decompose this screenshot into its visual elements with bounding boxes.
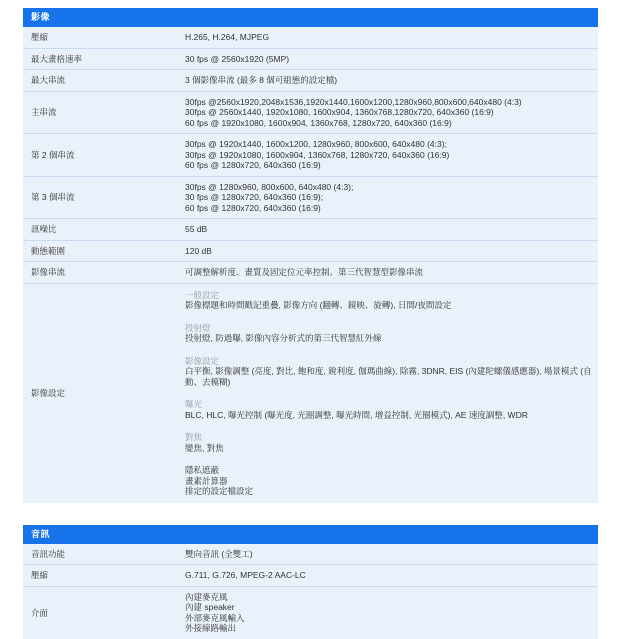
spec-row <box>23 564 598 586</box>
spec-value-group <box>185 246 592 257</box>
spec-value-line: G.711, G.726, MPEG-2 AAC-LC <box>185 570 306 580</box>
spec-row <box>23 176 598 219</box>
spec-value-line: 30fps @2560x1920,2048x1536,1920x1440,1600x1200,1280x960,800x600,640x480 (4:3) <box>185 96 522 107</box>
spec-row-value <box>185 49 598 70</box>
spec-value-line: 3 個影像串流 (最多 8 個可組態的設定檔) <box>185 75 338 85</box>
spec-row-value <box>185 587 598 639</box>
spec-value-line: 排定的設定檔設定 <box>185 486 254 496</box>
spec-row <box>23 27 598 48</box>
spec-row <box>23 586 598 639</box>
spec-row-label: 第 3 個串流 <box>31 192 75 203</box>
spec-row <box>23 133 598 176</box>
spec-row-label: 動態範圍 <box>31 245 66 256</box>
section-body <box>23 544 598 639</box>
spec-value-line: 變焦, 對焦 <box>185 442 224 453</box>
spec-value-group <box>185 54 592 65</box>
section-title: 音訊 <box>31 528 51 539</box>
spec-row-value <box>185 262 598 283</box>
spec-row-value <box>185 27 598 48</box>
spec-row-label: 壓縮 <box>31 32 49 43</box>
spec-value-line: 30 fps @ 1280x720, 640x360 (16:9); <box>185 192 324 202</box>
spec-value-group <box>185 32 592 43</box>
spec-value-line: 30fps @ 2560x1440, 1920x1080, 1600x904, 1360x768,1280x720, 640x360 (16:9) <box>185 107 494 117</box>
spec-row <box>23 91 598 134</box>
spec-group-heading: 一般設定 <box>185 289 220 300</box>
spec-value-line: 30fps @ 1920x1080, 1600x904, 1360x768, 1280x720, 640x360 (16:9) <box>185 149 450 160</box>
spec-row-label: 最大串流 <box>31 75 66 86</box>
spec-value-group <box>185 465 592 497</box>
spec-row <box>23 240 598 262</box>
spec-value-group <box>185 356 592 388</box>
section-body <box>23 27 598 503</box>
spec-value-line: 30fps @ 1920x1440, 1600x1200, 1280x960, 800x600, 640x480 (4:3); <box>185 139 447 149</box>
video-spec-section <box>23 8 598 503</box>
spec-value-group <box>185 267 592 278</box>
spec-row <box>23 283 598 503</box>
spec-value-group <box>185 224 592 235</box>
spec-value-line: 60 fps @ 1920x1080, 1600x904, 1360x768, 1280x720, 640x360 (16:9) <box>185 117 452 128</box>
spec-row-label: 訊噪比 <box>31 224 57 235</box>
spec-row <box>23 261 598 283</box>
spec-row-value <box>185 565 598 586</box>
spec-value-line: 投射燈, 防過曝, 影像內容分析式的第三代智慧紅外線 <box>185 333 382 343</box>
spec-row-value <box>185 92 598 134</box>
audio-spec-section <box>23 525 598 639</box>
spec-group-heading: 曝光 <box>185 399 203 409</box>
spec-value-line: 內建 speaker <box>185 602 235 612</box>
spec-row-value <box>185 134 598 176</box>
video-section-header <box>23 8 598 27</box>
spec-value-group <box>185 592 592 634</box>
spec-value-line: H.265, H.264, MJPEG <box>185 32 270 42</box>
spec-value-line: BLC, HLC, 曝光控制 (曝光度, 光圈調整, 曝光時間, 增益控制, 光圈模式), AE 速度調整, WDR <box>185 409 528 420</box>
spec-row-label: 主串流 <box>31 107 57 118</box>
spec-value-group <box>185 399 592 420</box>
spec-value-group <box>185 75 592 86</box>
spec-row-label: 最大畫格速率 <box>31 53 83 64</box>
spec-value-line: 可調整解析度、畫質及固定位元率控制、第三代智慧型影像串流 <box>185 267 424 277</box>
spec-value-line: 外接線路輸出 <box>185 623 237 633</box>
spec-row <box>23 544 598 565</box>
spec-group-heading: 對焦 <box>185 432 203 442</box>
spec-row-label: 音訊功能 <box>31 548 66 559</box>
spec-row-label: 壓縮 <box>31 570 49 581</box>
spec-group-heading: 投射燈 <box>185 322 211 333</box>
spec-value-line: 30 fps @ 2560x1920 (5MP) <box>185 53 290 64</box>
audio-section-header <box>23 525 598 544</box>
spec-value-line: 30fps @ 1280x960, 800x600, 640x480 (4:3); <box>185 181 354 192</box>
spec-value-group <box>185 97 592 129</box>
spec-value-group <box>185 549 592 560</box>
spec-value-group <box>185 182 592 214</box>
spec-row-label: 影像串流 <box>31 267 66 278</box>
spec-row-value <box>185 219 598 240</box>
spec-value-line: 外部麥克風輸入 <box>185 612 245 623</box>
spec-value-group <box>185 290 592 311</box>
spec-value-line: 60 fps @ 1280x720, 640x360 (16:9) <box>185 202 321 213</box>
spec-value-line: 內建麥克風 <box>185 591 228 602</box>
spec-value-line: 白平衡, 影像調整 (亮度, 對比, 飽和度, 銳利度, 伽瑪曲線), 除霧, 3DNR, EIS (內建陀螺儀感應器), 場景模式 (自動、去模糊) <box>185 366 592 387</box>
spec-value-line: 影像標題和時間戳記重疊, 影像方向 (翻轉、鏡映、旋轉), 日間/夜間設定 <box>185 300 452 310</box>
spec-value-line: 畫素計算器 <box>185 475 228 486</box>
spec-value-group <box>185 323 592 344</box>
section-title: 影像 <box>31 12 51 22</box>
spec-value-line: 55 dB <box>185 224 208 234</box>
spec-value-group <box>185 570 592 581</box>
spec-value-group <box>185 139 592 171</box>
spec-group-heading: 影像設定 <box>185 355 220 366</box>
spec-row-label: 介面 <box>31 607 49 618</box>
spec-value-line: 隱私遮蔽 <box>185 465 220 475</box>
spec-row-value <box>185 241 598 262</box>
spec-value-line: 120 dB <box>185 245 212 256</box>
spec-row-value <box>185 70 598 91</box>
spec-row <box>23 69 598 91</box>
spec-row-value <box>185 544 598 565</box>
spec-row <box>23 48 598 70</box>
spec-value-line: 60 fps @ 1280x720, 640x360 (16:9) <box>185 160 321 170</box>
spec-value-group <box>185 432 592 453</box>
spec-row-value <box>185 284 598 503</box>
spec-row-label: 第 2 個串流 <box>31 149 75 160</box>
spec-row <box>23 218 598 240</box>
spec-row-value <box>185 177 598 219</box>
spec-value-line: 雙向音訊 (全雙工) <box>185 548 253 559</box>
spec-row-label: 影像設定 <box>31 388 66 398</box>
